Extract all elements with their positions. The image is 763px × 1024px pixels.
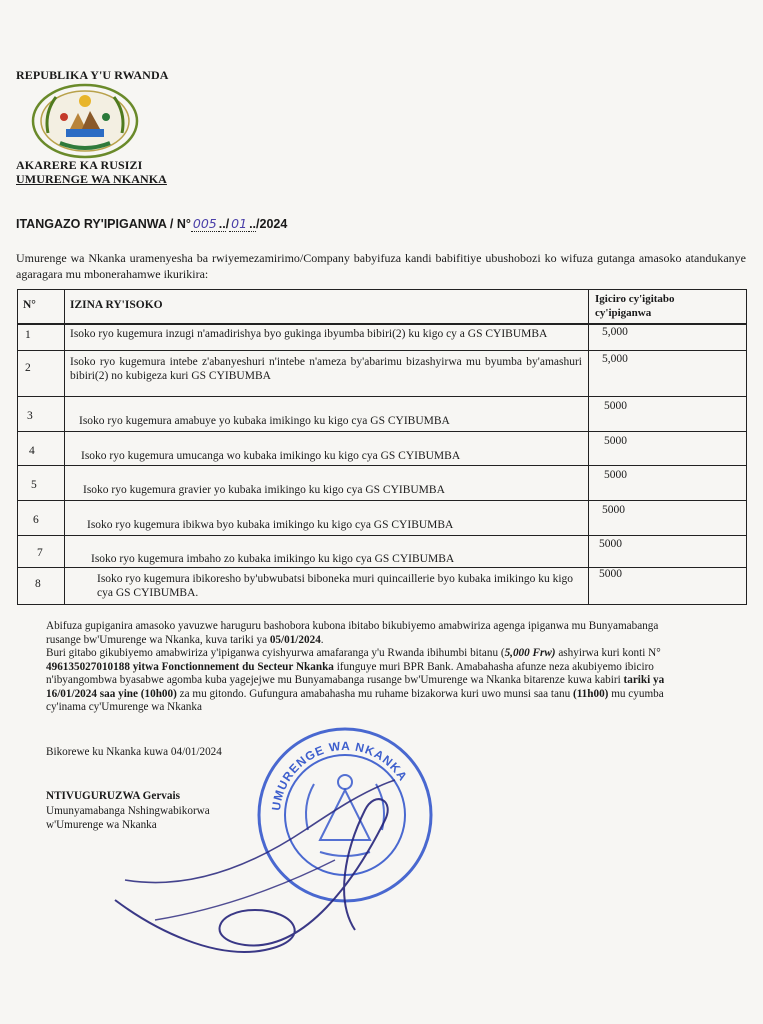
intro-paragraph: Umurenge wa Nkanka uramenyesha ba rwiyemezamirimo/Company babyifuza kandi babifitiye ubushobozi ko wifuza gutanga amasoko atandukanye agaragara mu mbonerahamwe ikurikira: [16, 251, 746, 281]
col-header-price-line1: Igiciro cy'igitabo [595, 293, 675, 305]
row-price: 5000 [604, 435, 627, 447]
row-number: 6 [33, 514, 39, 526]
col-header-name: IZINA RY'ISOKO [70, 299, 163, 311]
title-prefix: ITANGAZO RY'IPIGANWA / N° [16, 217, 191, 231]
notice-title: ITANGAZO RY'IPIGANWA / N° 005 ../ 01 ../2024 [16, 216, 288, 231]
handwritten-signature [95, 760, 435, 980]
row-price: 5000 [602, 504, 625, 516]
row-number: 8 [35, 578, 41, 590]
row-name: Isoko ryo kugemura inzugi n'amadirishya byo gukinga ibyumba bibiri(2) ku kigo cy a GS CYIBUMBA [70, 328, 548, 340]
row-number: 2 [25, 362, 31, 374]
row-price: 5,000 [602, 326, 628, 338]
row-name: Isoko ryo kugemura gravier yo kubaka imikingo ku kigo cya GS CYIBUMBA [83, 484, 445, 496]
tender-table [17, 289, 747, 605]
row-price: 5000 [604, 400, 627, 412]
row-price: 5000 [599, 538, 622, 550]
signatory-role-2: w'Umurenge wa Nkanka [46, 819, 157, 831]
row-number: 3 [27, 410, 33, 422]
row-number: 5 [31, 479, 37, 491]
handwritten-number: 005 [192, 216, 217, 231]
row-name: Isoko ryo kugemura ibikoresho by'ubwubatsi biboneka muri quincaillerie byo kubaka imikingo ku kigo cya GS CYIBUMBA. [97, 573, 574, 599]
row-number: 1 [25, 329, 31, 341]
title-year: /2024 [256, 217, 288, 231]
signatory-role-1: Umunyamabanga Nshingwabikorwa [46, 805, 210, 817]
row-name: Isoko ryo kugemura amabuye yo kubaka imikingo ku kigo cya GS CYIBUMBA [79, 415, 450, 427]
coat-of-arms-logo [30, 83, 140, 159]
district-name: AKARERE KA RUSIZI [16, 158, 143, 172]
sector-name: UMURENGE WA NKANKA [16, 172, 167, 186]
row-name: Isoko ryo kugemura intebe z'abanyeshuri n'intebe n'ameza by'abarimu bizashyirwa mu byumba by'amashuri bibiri(2) no kubigeza kuri GS CYIBUMBA [70, 356, 582, 382]
col-header-price-line2: cy'ipiganwa [595, 307, 652, 319]
row-name: Isoko ryo kugemura umucanga wo kubaka imikingo ku kigo cya GS CYIBUMBA [81, 450, 461, 462]
row-price: 5000 [599, 568, 622, 580]
handwritten-month: 01 [231, 216, 248, 231]
row-number: 7 [37, 547, 43, 559]
row-name: Isoko ryo kugemura ibikwa byo kubaka imikingo ku kigo cya GS CYIBUMBA [87, 519, 454, 531]
instructions-paragraph-1: Abifuza gupiganira amasoko yavuzwe haruguru bashobora kubona ibitabo bikubiyemo amabwiriza agenga ipiganwa mu Bunyamabanga rusange bw'Umurenge wa Nkanka, kuva tariki ya 05/01/2024. [46, 620, 659, 646]
row-price: 5000 [604, 469, 627, 481]
instructions-paragraph-2: Buri gitabo gikubiyemo amabwiriza y'ipiganwa cyishyurwa amafaranga y'u Rwanda ibihumbi bitanu (5,000 Frw) ashyirwa kuri konti N° 496135027010188 yitwa Fonctionnement du Secteur Nkanka ifunguye muri BPR Bank. Amabahasha afunze neza akubiyemo ibiciro n'ibyangombwa byasabwe agomba kuba yagejejwe mu Bunyamabanga rusange bw'Umurenge wa Nkanka bitarenze kuwa kabiri tariki ya 16/01/2024 saa yine (10h00) za mu gitondo. Gufungura amabahasha mu ruhame bizakorwa kuri uwo munsi saa tanu (11h00) mu cyumba cy'inama cy'Umurenge wa Nkanka [46, 647, 665, 713]
stamp-text: UMURENGE WA NKANKA [269, 738, 411, 812]
country-name: REPUBLIKA Y'U RWANDA [16, 68, 169, 82]
signatory-name: NTIVUGURUZWA Gervais [46, 790, 180, 802]
col-header-no: N° [23, 299, 36, 311]
row-number: 4 [29, 445, 35, 457]
done-at-date: Bikorewe ku Nkanka kuwa 04/01/2024 [46, 746, 222, 758]
row-price: 5,000 [602, 353, 628, 365]
row-name: Isoko ryo kugemura imbaho zo kubaka imikingo ku kigo cya GS CYIBUMBA [91, 553, 455, 565]
